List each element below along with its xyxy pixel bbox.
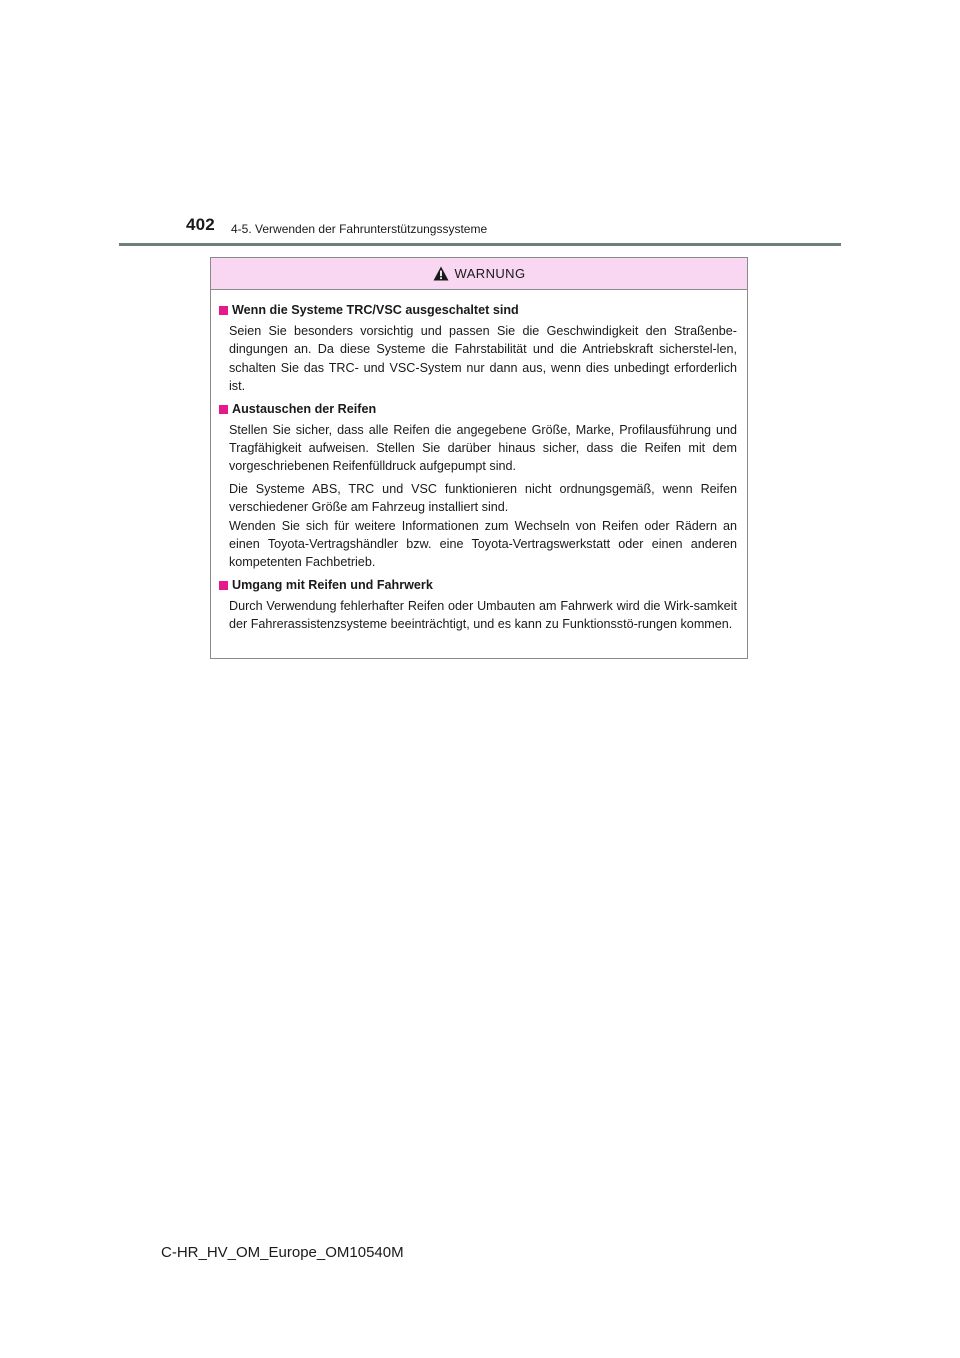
square-bullet-icon [219,306,228,315]
section-title: 4-5. Verwenden der Fahrunterstützungssysteme [231,222,488,236]
item-paragraph: Durch Verwendung fehlerhafter Reifen oder Umbauten am Fahrwerk wird die Wirk-samkeit der Fahrerassistenzsysteme beeinträchtigt, und es kann zu Funktionsstö-rungen kommen. [229,598,737,632]
item-heading [219,576,737,595]
item-heading-text: Austauschen der Reifen [232,401,377,416]
square-bullet-icon [219,405,228,414]
warning-box [210,257,748,659]
warning-header [211,258,747,290]
item-paragraph [219,480,737,572]
warning-triangle-icon [433,266,449,281]
page-number: 402 [186,215,215,234]
item-paragraph: Stellen Sie sicher, dass alle Reifen die angegebene Größe, Marke, Profilausführung und Tragfähigkeit aufweisen. Stellen Sie darüber hinaus sicher, dass die Reifen mit dem vorgeschriebenen Reifenfülldruck aufgepumpt sind. [229,422,737,474]
item-heading [219,400,737,419]
warning-body [211,290,747,634]
item-sentence: Die Systeme ABS, TRC und VSC funktionieren nicht ordnungsgemäß, wenn Reifen verschiedener Größe am Fahrzeug installiert sind. [229,481,737,515]
warning-item-tires-suspension [219,576,737,634]
item-heading-text: Umgang mit Reifen und Fahrwerk [232,577,433,592]
item-sentence: Wenden Sie sich für weitere Informationen zum Wechseln von Reifen oder Rädern an einen Toyota-Vertragshändler bzw. eine Toyota-Vertragswerkstatt oder einen anderen kompetenten Fachbetrieb. [229,518,737,570]
item-heading [219,301,737,320]
warning-item-tire-replacement [219,400,737,572]
header-divider [119,243,841,246]
warning-item-trc-vsc-off [219,301,737,396]
square-bullet-icon [219,581,228,590]
document-code: C-HR_HV_OM_Europe_OM10540M [161,1244,404,1261]
warning-title: WARNUNG [454,266,526,281]
item-paragraph: Seien Sie besonders vorsichtig und passen Sie die Geschwindigkeit den Straßenbe-dingungen an. Da diese Systeme die Fahrstabilität und die Antriebskraft sicherstel-len, schalten Sie das TRC- und VSC-System nur dann aus, wenn dies unbedingt erforderlich ist. [229,324,737,394]
item-heading-text: Wenn die Systeme TRC/VSC ausgeschaltet sind [232,303,519,317]
